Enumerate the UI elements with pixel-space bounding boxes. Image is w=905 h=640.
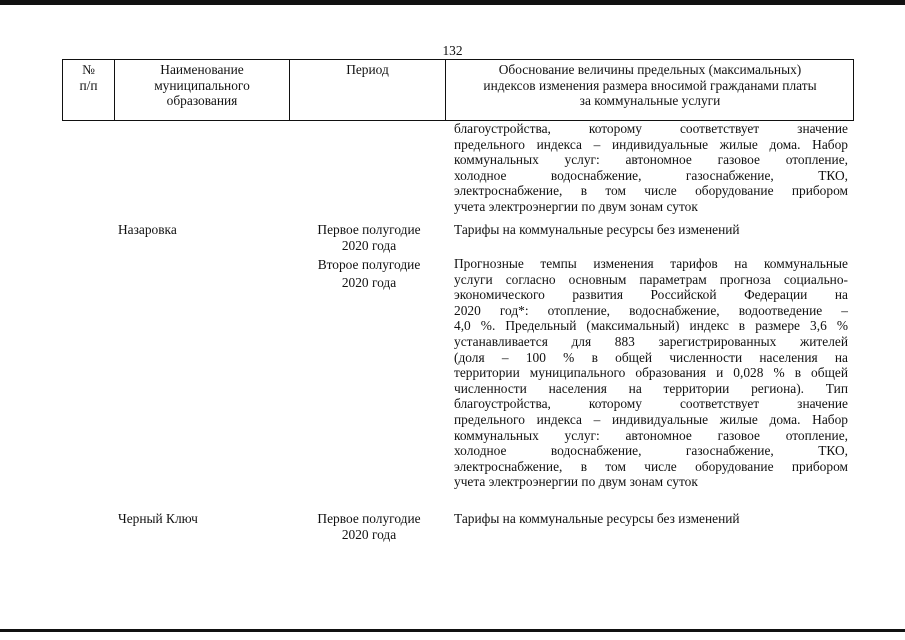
top-rule [0,0,905,5]
header-col-period: Период [346,62,389,77]
page-number: 132 [442,43,463,58]
header-col-basis: Обоснование величины предельных (максимальных) индексов изменения размера вносимой гражданами платы за коммунальные услуги [483,62,817,109]
continuation-paragraph: благоустройства, которому соответствует значение предельного индекса – индивидуальные жилые дома. Набор коммунальных услуг: автономное газовое отопление, холодное водоснабжение, газоснабжение, ТКО, электроснабжение, в том числе оборудование прибором учета электроэнергии по двум зонам суток [454,121,848,214]
basis-forecast-paragraph: Прогнозные темпы изменения тарифов на коммунальные услуги согласно основным параметрам прогноза социально- экономического развития Российской Федерации на 2020 год*: отопление, водоснабжение, водоотведение – 4,0 %. Предельный (максимальный) индекс в размере 3,6 % устанавливается для 883 зарегистрированных жителей (доля – 100 % в общей численности населения на территории муниципального образования и 0,028 % в общей численности населения на территории региона). Тип благоустройства, которому соответствует значение предельного индекса – индивидуальные жилые дома. Набор коммунальных услуг: автономное газовое отопление, холодное водоснабжение, газоснабжение, ТКО, электроснабжение, в том числе оборудование прибором учета электроэнергии по двум зонам суток [454,256,848,490]
period-first-half: Первое полугодие 2020 года [317,222,421,253]
municipality-name: Черный Ключ [118,511,198,526]
header-col-number: № п/п [79,62,98,93]
basis-no-change: Тарифы на коммунальные ресурсы без изменений [454,222,740,237]
municipality-name: Назаровка [118,222,177,237]
bottom-rule [0,629,905,632]
period-first-half: Первое полугодие 2020 года [317,511,421,542]
basis-no-change: Тарифы на коммунальные ресурсы без изменений [454,511,740,526]
header-col-municipality: Наименование муниципального образования [154,62,250,109]
period-second-half: Второе полугодие 2020 года [317,257,421,290]
table-header [62,59,854,121]
